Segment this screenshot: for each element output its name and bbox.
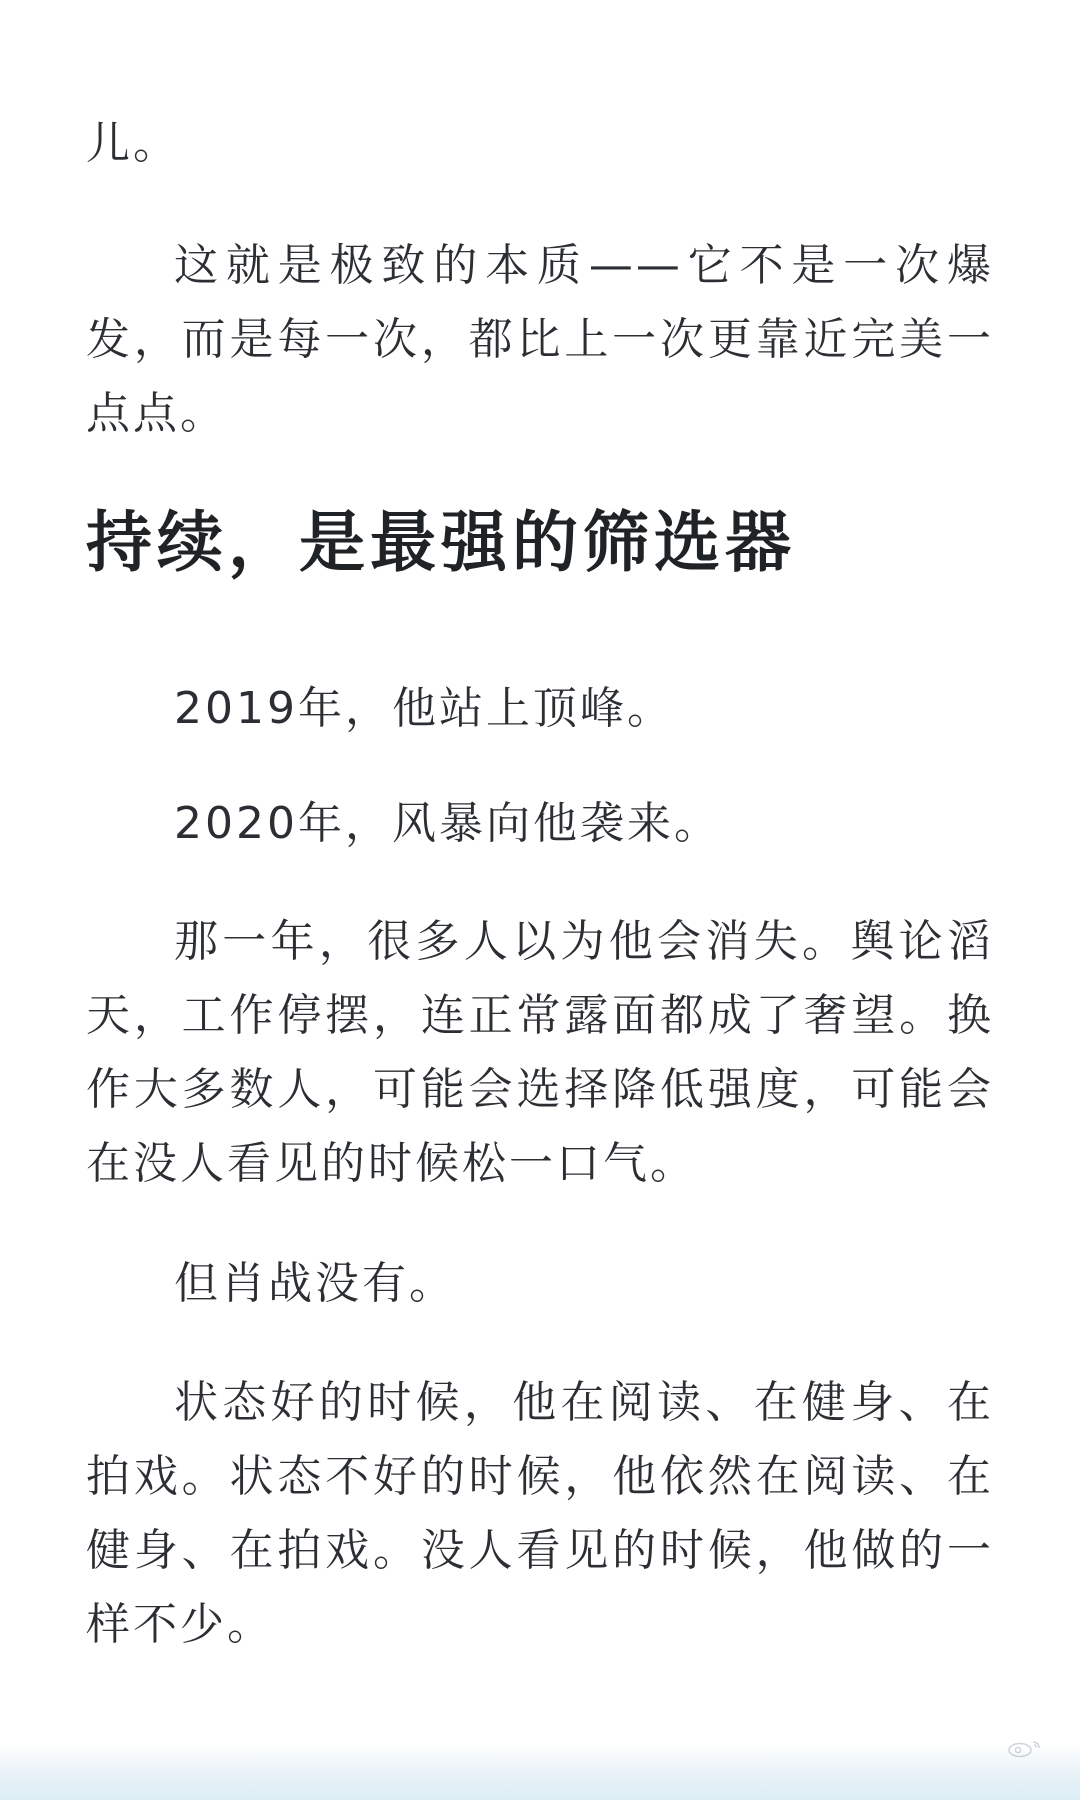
paragraph-2020: 2020年，风暴向他袭来。: [174, 798, 721, 849]
article-body: [86, 0, 994, 1800]
paragraph-intro-tail: 儿。: [86, 118, 180, 169]
paragraph-2019: 2019年，他站上顶峰。: [174, 683, 674, 734]
paragraph-essence: 这就是极致的本质——它不是一次爆发，而是每一次，都比上一次更靠近完美一点点。: [86, 240, 994, 439]
weibo-watermark-icon: [1006, 1738, 1046, 1758]
paragraph-state: 状态好的时候，他在阅读、在健身、在拍戏。状态不好的时候，他依然在阅读、在健身、在拍戏。没人看见的时候，他做的一样不少。: [86, 1377, 994, 1650]
paragraph-but: 但肖战没有。: [174, 1258, 456, 1309]
section-heading: 持续，是最强的筛选器: [86, 504, 796, 581]
paragraph-that-year: 那一年，很多人以为他会消失。舆论滔天，工作停摆，连正常露面都成了奢望。换作大多数人，可能会选择降低强度，可能会在没人看见的时候松一口气。: [86, 916, 994, 1189]
bottom-gradient-band: [0, 1744, 1080, 1800]
